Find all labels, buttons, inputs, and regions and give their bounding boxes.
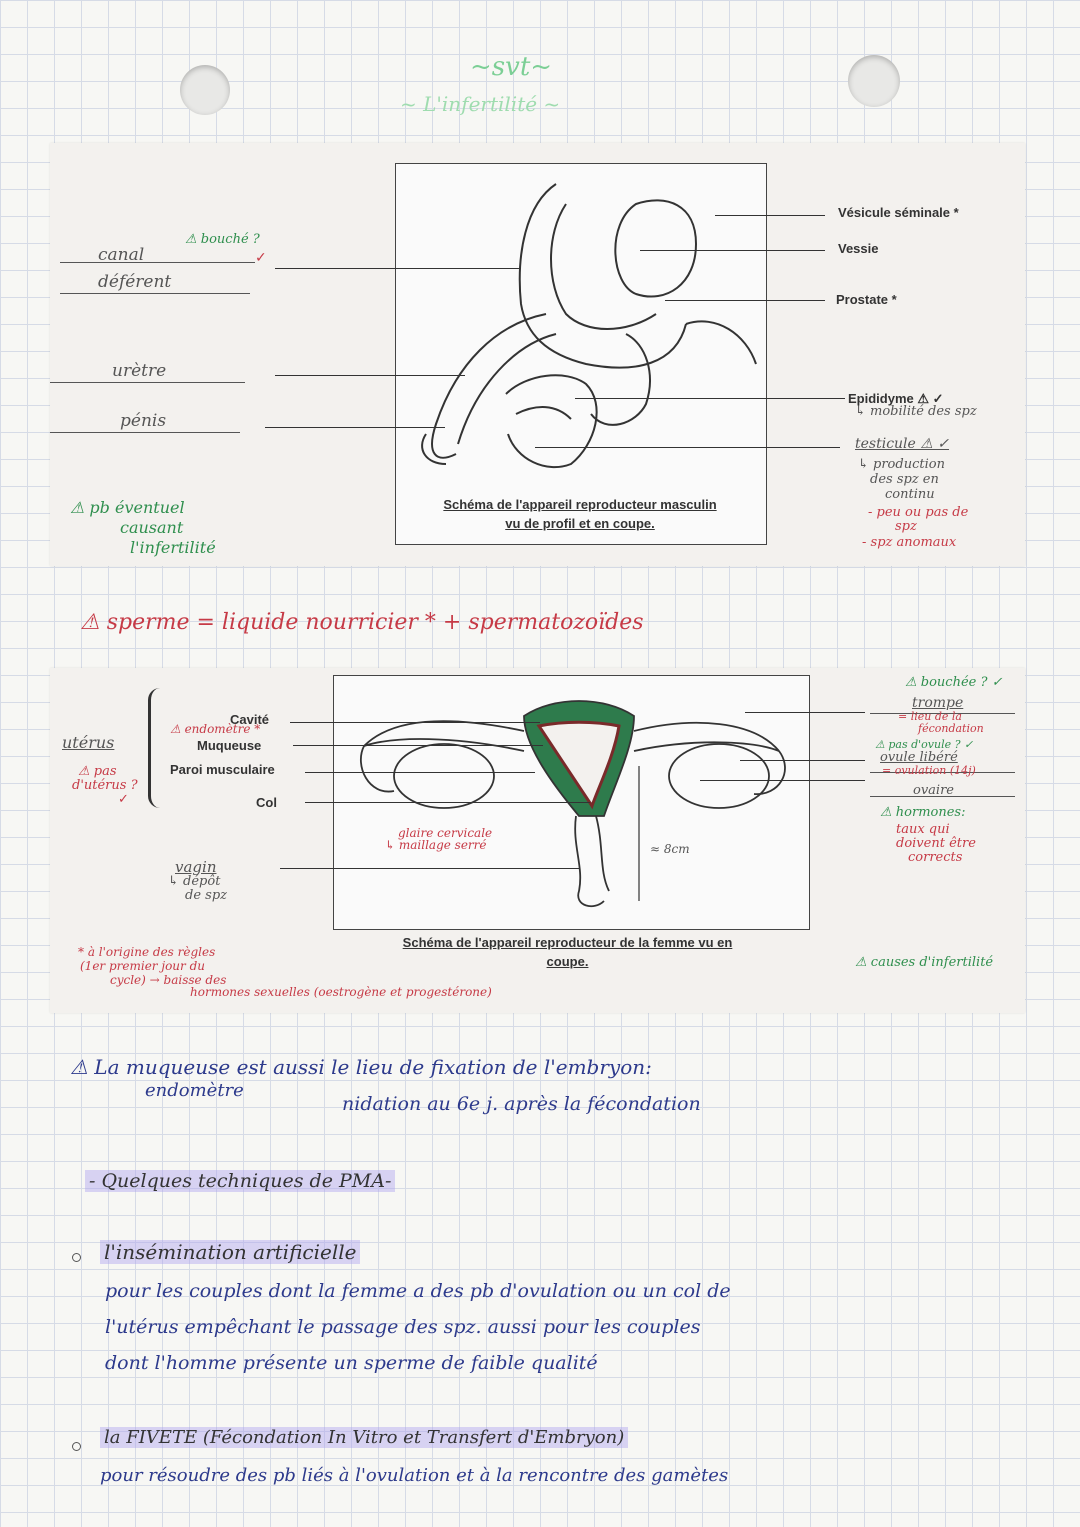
note-testicule-4: - peu ou pas de <box>868 505 969 520</box>
male-diagram-caption <box>400 497 760 531</box>
label-trompe: trompe <box>912 695 964 711</box>
section-title-pma <box>85 1170 395 1192</box>
check-uterus: ✓ <box>118 792 129 807</box>
leader-line-muqueuse <box>293 745 543 746</box>
note-testicule-3: continu <box>885 487 935 502</box>
title-fivete <box>100 1427 628 1448</box>
underline-penis <box>50 432 240 433</box>
note-ovulation: = ovulation (14j) <box>882 764 976 777</box>
male-caption-line2: vu de profil et en coupe. <box>505 516 655 531</box>
check-canal: ✓ <box>255 250 267 266</box>
male-diagram-frame <box>395 163 767 545</box>
text-insemination-3: dont l'homme présente un sperme de faible qualité <box>105 1352 598 1374</box>
note-glaire-2: ↳ maillage serré <box>385 838 487 852</box>
note-testicule-2: des spz en <box>870 472 939 487</box>
leader-line-ovule <box>740 760 865 761</box>
label-vagin: vagin <box>175 858 217 876</box>
male-caption-line1: Schéma de l'appareil reproducteur masculin <box>443 497 717 512</box>
underline-uretre <box>50 382 245 383</box>
punch-hole-right <box>848 55 900 107</box>
note-regles-3: cycle) → baisse des <box>110 973 227 987</box>
note-line1-rest: est aussi le lieu de fixation de l'embryon: <box>236 1055 652 1079</box>
note-testicule-1: ↳ production <box>858 457 945 472</box>
label-canal: canal <box>98 245 145 265</box>
note-trompe-1: = lieu de la <box>898 710 962 723</box>
label-muqueuse: Muqueuse <box>197 738 262 753</box>
note-measure: ≈ 8cm <box>650 842 690 856</box>
title-insemination <box>100 1240 360 1264</box>
leader-line-col <box>305 802 590 803</box>
note-muqueuse-line1 <box>70 1055 652 1079</box>
label-col: Col <box>256 795 277 810</box>
label-epididyme: Epididyme ⚠ ✓ <box>848 391 944 406</box>
note-glaire-1: glaire cervicale <box>398 826 493 840</box>
bullet-fivete <box>72 1442 81 1451</box>
note-hormones-3: corrects <box>908 850 963 865</box>
label-testicule: testicule ⚠ ✓ <box>855 436 950 452</box>
note-endometre-word: endomètre <box>145 1080 244 1101</box>
note-pas-uterus-2: d'utérus ? <box>72 778 138 793</box>
page-subtitle: ~ L'infertilité ~ <box>400 92 561 116</box>
page-title: ~svt~ <box>470 52 553 82</box>
note-endometre: ⚠ endomètre * <box>170 722 261 736</box>
note-hormones-1: taux qui <box>896 822 950 837</box>
text-insemination-2: l'utérus empêchant le passage des spz. aussi pour les couples <box>105 1316 701 1338</box>
underline-canal-1 <box>60 262 255 263</box>
note-trompe-2: fécondation <box>918 722 984 735</box>
note-pas-ovule: ⚠ pas d'ovule ? ✓ <box>875 738 974 751</box>
leader-line-trompe <box>745 712 865 713</box>
male-anatomy-drawing <box>396 164 766 544</box>
leader-line-ovaire <box>700 780 865 781</box>
note-pb-2: causant <box>120 518 184 537</box>
note-line1-muqueuse: muqueuse <box>125 1055 231 1079</box>
bullet-insemination <box>72 1253 81 1262</box>
note-regles-2: (1er premier jour du <box>80 959 205 973</box>
pma-title-text: - Quelques techniques de PMA- <box>85 1170 395 1192</box>
insemination-title-text: l'insémination artificielle <box>100 1240 360 1264</box>
note-pb-1: ⚠ pb éventuel <box>70 498 185 517</box>
label-prostate: Prostate * <box>836 292 897 307</box>
note-hormones: ⚠ hormones: <box>880 805 966 820</box>
fivete-title-text: la FIVETE (Fécondation In Vitro et Transfert d'Embryon) <box>100 1427 628 1448</box>
label-penis: pénis <box>120 411 167 431</box>
label-vessie: Vessie <box>838 241 879 256</box>
note-sperme: ⚠ sperme = liquide nourricier * + spermatozoïdes <box>80 610 644 635</box>
leader-line-canal <box>275 268 520 269</box>
underline-canal-2 <box>60 293 250 294</box>
label-deferent: déférent <box>98 272 172 292</box>
leader-line-testicule <box>535 447 840 448</box>
label-cavite: Cavité <box>230 712 270 727</box>
note-hormones-2: doivent être <box>896 836 976 851</box>
leader-line-vessie <box>640 250 825 251</box>
note-line1-prefix: ⚠ La <box>70 1055 120 1079</box>
note-testicule-6: - spz anomaux <box>862 535 957 550</box>
female-caption-line1: Schéma de l'appareil reproducteur de la femme vu en <box>402 935 733 950</box>
label-vesicule-seminale: Vésicule séminale * <box>838 205 959 220</box>
note-bouchee: ⚠ bouchée ? ✓ <box>905 675 1003 690</box>
label-paroi: Paroi musculaire <box>170 762 275 777</box>
note-vagin-2: de spz <box>185 888 227 903</box>
leader-line-prostate <box>665 300 825 301</box>
leader-line-penis <box>265 427 445 428</box>
leader-line-vagin <box>280 868 580 869</box>
note-testicule-5: spz <box>895 519 917 534</box>
leader-line-paroi <box>305 772 535 773</box>
note-bouche: ⚠ bouché ? <box>185 232 260 247</box>
note-regles-4: hormones sexuelles (oestrogène et progestérone) <box>190 985 492 999</box>
note-epididyme: ↳ mobilité des spz <box>855 404 977 419</box>
label-ovule: ovule libéré <box>880 750 958 765</box>
note-pas-uterus-1: ⚠ pas <box>78 764 117 779</box>
label-ovaire: ovaire <box>913 783 954 798</box>
female-caption-line2: coupe. <box>546 954 589 969</box>
leader-line-vesicule <box>715 215 825 216</box>
note-vagin-1: ↳ dépôt <box>168 874 221 889</box>
female-diagram-caption <box>325 935 810 969</box>
note-causes: ⚠ causes d'infertilité <box>855 955 994 970</box>
label-uretre: urètre <box>112 361 167 381</box>
note-regles-1: * à l'origine des règles <box>78 945 216 959</box>
text-fivete-1: pour résoudre des pb liés à l'ovulation et à la rencontre des gamètes <box>100 1465 729 1486</box>
label-uterus: utérus <box>62 733 115 752</box>
text-insemination-1: pour les couples dont la femme a des pb d'ovulation ou un col de <box>105 1280 731 1302</box>
note-nidation: nidation au 6e j. après la fécondation <box>342 1093 701 1115</box>
leader-line-uretre <box>275 375 465 376</box>
leader-line-cavite <box>290 722 540 723</box>
punch-hole-left <box>180 65 230 115</box>
leader-line-epididyme <box>575 398 845 399</box>
note-pb-3: l'infertilité <box>130 538 216 557</box>
brace-uterus <box>148 688 165 808</box>
